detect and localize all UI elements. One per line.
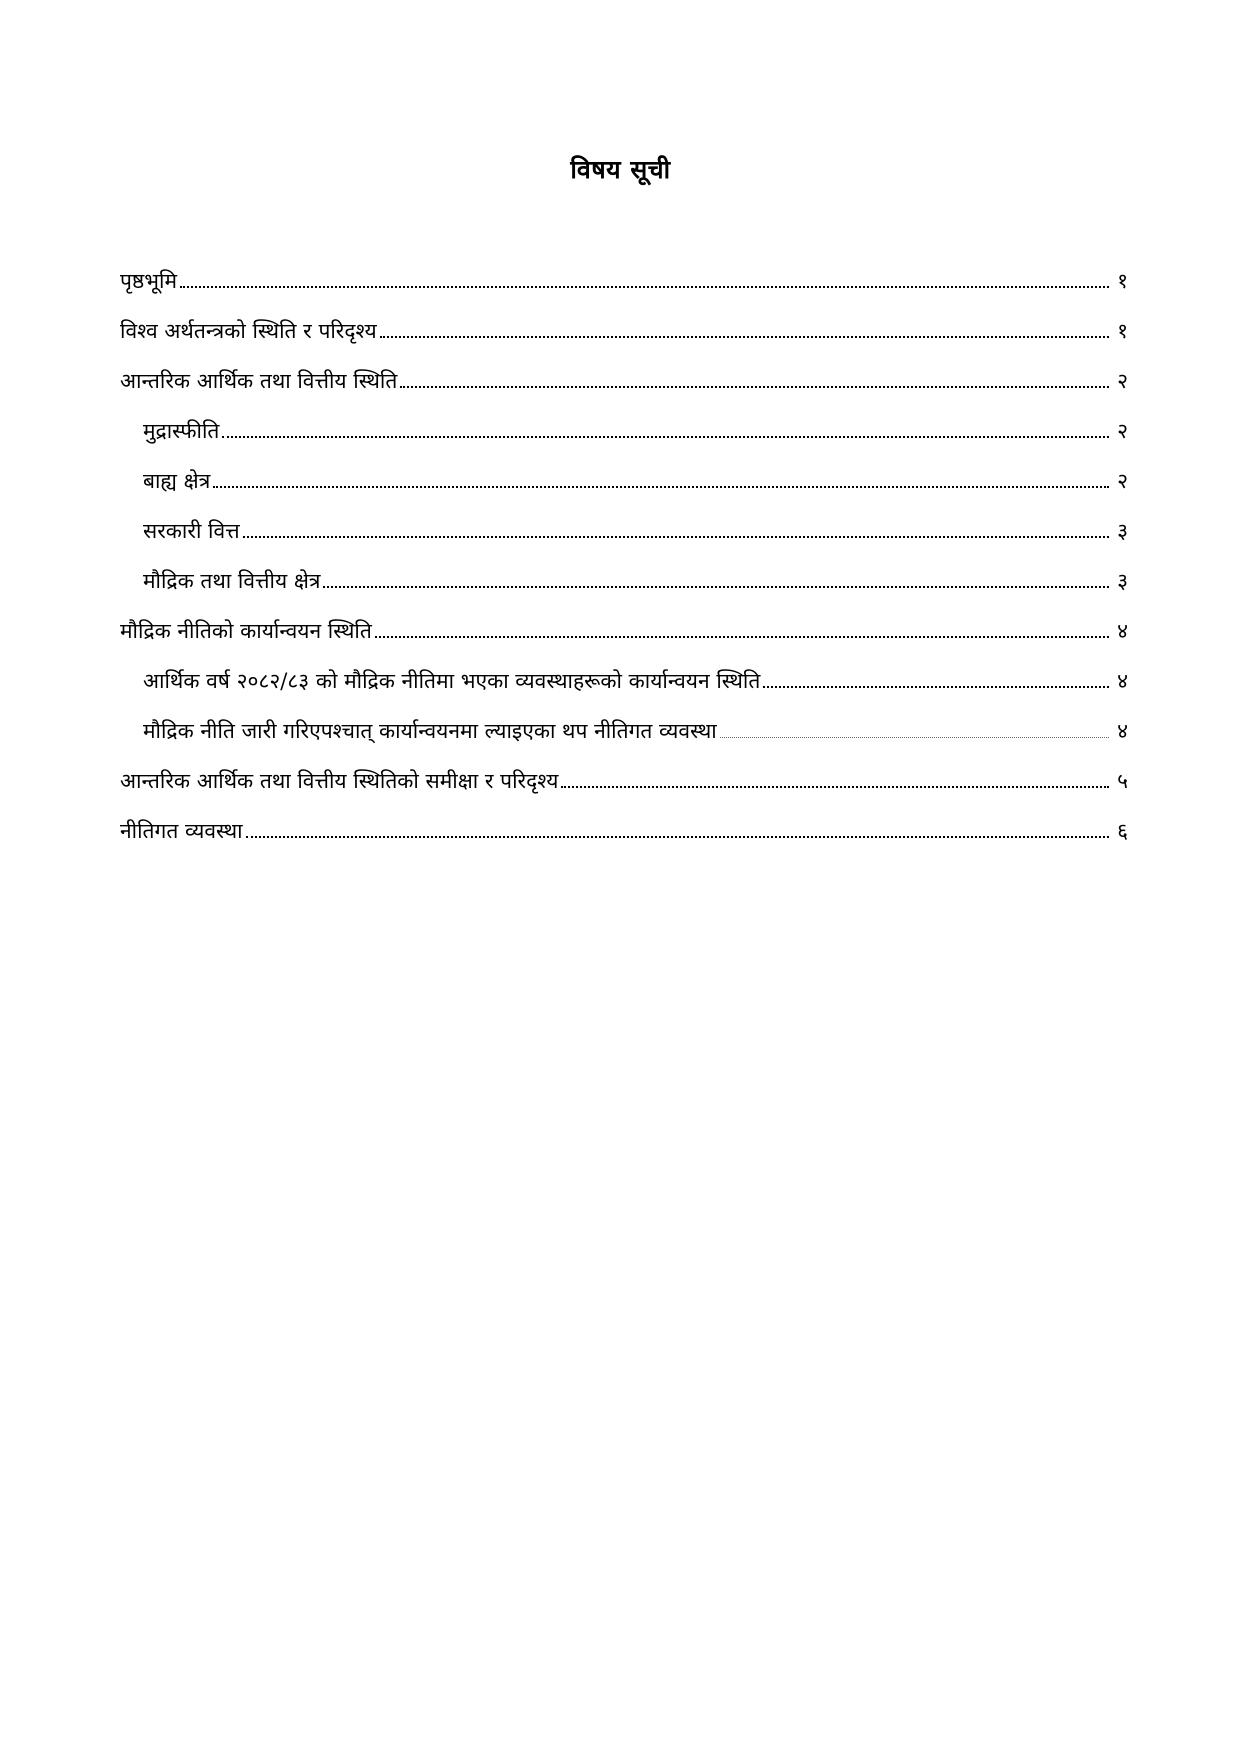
toc-entry[interactable] bbox=[120, 548, 1128, 598]
toc-dot-leader bbox=[180, 286, 1109, 288]
toc-page-number: ६ bbox=[1117, 818, 1128, 843]
toc-page-number: ३ bbox=[1117, 568, 1128, 593]
toc-page-number: १ bbox=[1117, 318, 1128, 343]
toc-dot-leader bbox=[213, 486, 1109, 488]
toc-entry-text: मौद्रिक नीतिको कार्यान्वयन स्थिति bbox=[120, 618, 372, 643]
toc-entry-text: सरकारी वित्त bbox=[143, 518, 240, 543]
toc-entry[interactable] bbox=[120, 398, 1128, 448]
toc-page-number: ४ bbox=[1117, 618, 1128, 643]
toc-entry-text: पृष्ठभूमि bbox=[120, 268, 178, 293]
toc-entry[interactable] bbox=[120, 348, 1128, 398]
toc-dot-leader bbox=[561, 786, 1109, 788]
toc-page-number: २ bbox=[1117, 368, 1128, 393]
toc-entry[interactable] bbox=[120, 698, 1128, 748]
toc-page-number: ४ bbox=[1117, 668, 1128, 693]
toc-dot-leader bbox=[720, 737, 1109, 738]
toc-entry[interactable] bbox=[120, 648, 1128, 698]
toc-entry-text: आन्तरिक आर्थिक तथा वित्तीय स्थिति bbox=[120, 368, 398, 393]
toc-entry[interactable] bbox=[120, 298, 1128, 348]
toc-dot-leader bbox=[246, 836, 1109, 838]
toc-entry-text: आन्तरिक आर्थिक तथा वित्तीय स्थितिको समीक्षा र परिदृश्य bbox=[120, 768, 559, 793]
toc-entry[interactable] bbox=[120, 598, 1128, 648]
toc-entry-text: विश्व अर्थतन्त्रको स्थिति र परिदृश्य bbox=[120, 318, 377, 343]
toc-dot-leader bbox=[323, 586, 1109, 588]
toc-entry[interactable] bbox=[120, 748, 1128, 798]
toc-entry-text: मौद्रिक तथा वित्तीय क्षेत्र bbox=[143, 568, 321, 593]
toc-dot-leader bbox=[375, 636, 1109, 638]
toc-entry-text: नीतिगत व्यवस्था bbox=[120, 818, 243, 843]
toc-list bbox=[120, 248, 1128, 848]
toc-page-number: २ bbox=[1117, 468, 1128, 493]
toc-entry[interactable] bbox=[120, 798, 1128, 848]
toc-entry-text: आर्थिक वर्ष २०८२/८३ को मौद्रिक नीतिमा भएका व्यवस्थाहरूको कार्यान्वयन स्थिति bbox=[143, 668, 761, 693]
toc-dot-leader bbox=[400, 386, 1109, 388]
toc-entry[interactable] bbox=[120, 448, 1128, 498]
toc-dot-leader bbox=[763, 686, 1109, 688]
toc-dot-leader bbox=[380, 336, 1109, 338]
toc-page-number: ४ bbox=[1117, 718, 1128, 743]
toc-entry[interactable] bbox=[120, 498, 1128, 548]
toc-entry-text: बाह्य क्षेत्र bbox=[143, 468, 211, 493]
toc-entry-text: मौद्रिक नीति जारी गरिएपश्चात् कार्यान्वयनमा ल्याइएका थप नीतिगत व्यवस्था bbox=[143, 718, 717, 743]
toc-dot-leader bbox=[243, 536, 1109, 538]
toc-page-number: १ bbox=[1117, 268, 1128, 293]
toc-dot-leader bbox=[222, 436, 1109, 438]
toc-entry-text: मुद्रास्फीति bbox=[143, 418, 220, 443]
toc-title: विषय सूची bbox=[570, 155, 671, 184]
toc-page-number: २ bbox=[1117, 418, 1128, 443]
toc-page-number: ३ bbox=[1117, 518, 1128, 543]
toc-entry[interactable] bbox=[120, 248, 1128, 298]
toc-page-number: ५ bbox=[1117, 768, 1128, 793]
